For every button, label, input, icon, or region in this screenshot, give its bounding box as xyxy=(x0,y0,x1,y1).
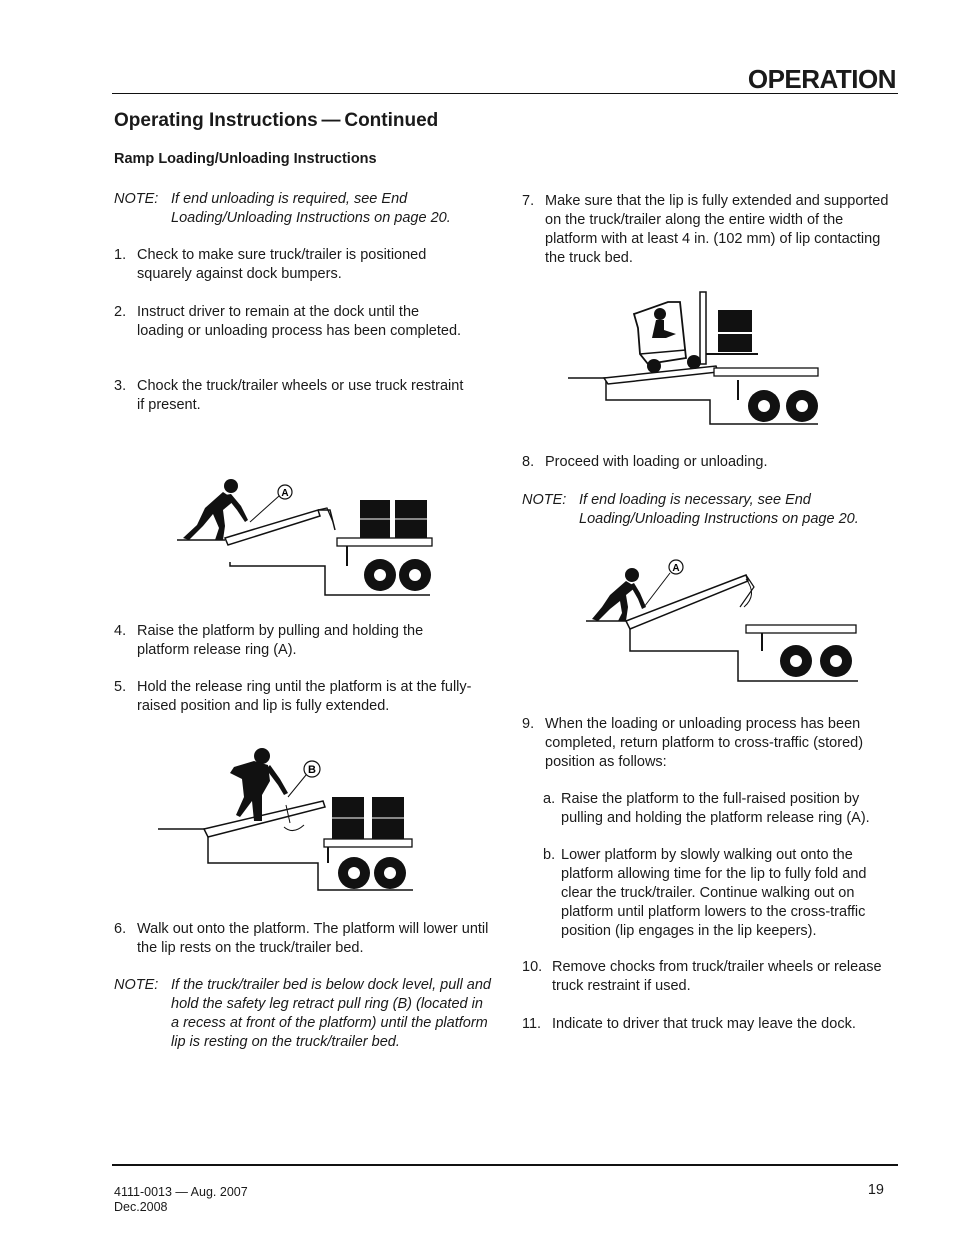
footer-revision: Dec.2008 xyxy=(114,1200,168,1214)
header-rule xyxy=(112,93,898,94)
step-text: Proceed with loading or unloading. xyxy=(545,454,768,470)
footer-rule xyxy=(112,1164,898,1166)
step-6 xyxy=(114,920,494,958)
note-below-dock xyxy=(114,976,494,1052)
step-text: Chock the truck/trailer wheels or use truck restraint if present. xyxy=(137,378,464,413)
note-text: If the truck/trailer bed is below dock level, pull and hold the safety leg retract pull ring (B) (located in a recess at front of the platform) until the platform lip is resting on the truck/trailer bed. xyxy=(171,977,491,1050)
step-2 xyxy=(114,303,464,341)
note-label: NOTE: xyxy=(114,191,159,207)
step-9a xyxy=(543,790,898,828)
callout-label: A xyxy=(672,563,680,574)
step-text: Instruct driver to remain at the dock until the loading or unloading process has been completed. xyxy=(137,304,462,339)
step-9 xyxy=(522,715,892,772)
step-number: 11. xyxy=(522,1016,542,1032)
subsection-title: Ramp Loading/Unloading Instructions xyxy=(114,151,377,167)
step-text: Hold the release ring until the platform is at the fully-raised position and lip is fully extended. xyxy=(137,679,472,714)
step-10 xyxy=(522,958,892,996)
substep-letter: a. xyxy=(543,791,556,807)
note-text: If end loading is necessary, see End Loading/Unloading Instructions on page 20. xyxy=(579,492,859,527)
page-header-title: OPERATION xyxy=(747,64,896,94)
step-number: 6. xyxy=(114,921,127,937)
step-number: 8. xyxy=(522,454,535,470)
step-number: 2. xyxy=(114,304,127,320)
step-text: When the loading or unloading process has been completed, return platform to cross-traffic (stored) position as follows: xyxy=(545,716,864,770)
page-number: 19 xyxy=(867,1182,884,1198)
step-text: Indicate to driver that truck may leave the dock. xyxy=(552,1016,856,1032)
step-number: 4. xyxy=(114,623,127,639)
step-11 xyxy=(522,1015,892,1034)
step-text: Raise the platform by pulling and holding the platform release ring (A). xyxy=(137,623,424,658)
step-7 xyxy=(522,192,892,268)
figure-safety-leg-ring xyxy=(158,745,418,895)
step-text: Remove chocks from truck/trailer wheels or release truck restraint if used. xyxy=(552,959,882,994)
step-number: 10. xyxy=(522,959,543,975)
step-number: 1. xyxy=(114,247,127,263)
step-1 xyxy=(114,246,474,284)
note-text: If end unloading is required, see End Loading/Unloading Instructions on page 20. xyxy=(171,191,451,226)
figure-raise-platform xyxy=(586,557,861,687)
callout-label: A xyxy=(281,488,289,499)
step-9b xyxy=(543,846,898,941)
note-end-unloading xyxy=(114,190,494,228)
step-text: Check to make sure truck/trailer is positioned squarely against dock bumpers. xyxy=(137,247,427,282)
step-number: 5. xyxy=(114,679,127,695)
step-number: 3. xyxy=(114,378,127,394)
step-text: Walk out onto the platform. The platform will lower until the lip rests on the truck/trailer bed. xyxy=(137,921,489,956)
step-5 xyxy=(114,678,474,716)
step-8 xyxy=(522,453,892,472)
section-title: Operating Instructions — Continued xyxy=(114,110,439,131)
substep-text: Lower platform by slowly walking out onto the platform allowing time for the lip to fully fold and clear the truck/trailer. Continue walking out on platform until platform lowers to the cross-traffic position (lip engages in the lip keepers). xyxy=(561,847,867,939)
note-label: NOTE: xyxy=(114,977,159,993)
step-number: 7. xyxy=(522,193,535,209)
step-4 xyxy=(114,622,474,660)
footer-doc-number: 4111-0013 — Aug. 2007 xyxy=(114,1185,248,1199)
figure-pull-release-ring xyxy=(175,470,435,600)
substep-text: Raise the platform to the full-raised position by pulling and holding the platform release ring (A). xyxy=(561,791,870,826)
note-end-loading xyxy=(522,491,892,529)
substep-letter: b. xyxy=(543,847,556,863)
figure-forklift-loading xyxy=(568,288,823,428)
step-3 xyxy=(114,377,464,415)
step-text: Make sure that the lip is fully extended and supported on the truck/trailer along the entire width of the platform with at least 4 in. (102 mm) of lip contacting the truck bed. xyxy=(545,193,889,266)
note-label: NOTE: xyxy=(522,492,567,508)
callout-label: B xyxy=(308,764,316,776)
step-number: 9. xyxy=(522,716,535,732)
